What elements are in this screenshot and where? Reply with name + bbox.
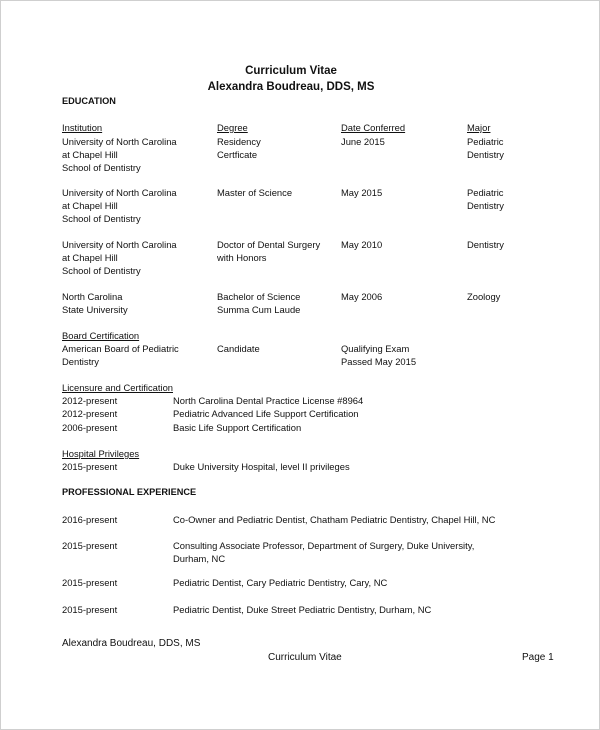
major-line: Zoology [467, 291, 501, 302]
experience-line: Pediatric Dentist, Duke Street Pediatric Dentistry, Durham, NC [173, 604, 432, 615]
col-date: Date Conferred [341, 122, 406, 133]
col-major: Major [467, 122, 491, 133]
institution-line: at Chapel Hill [62, 200, 118, 211]
board-org-line: Dentistry [62, 356, 99, 367]
board-exam-line: Qualifying Exam [341, 343, 410, 354]
degree-line: Residency [217, 136, 261, 147]
board-org-line: American Board of Pediatric [62, 343, 179, 354]
institution-line: at Chapel Hill [62, 149, 118, 160]
board-status: Candidate [217, 343, 260, 354]
person-name: Alexandra Boudreau, DDS, MS [207, 81, 375, 93]
experience-period: 2015-present [62, 577, 118, 588]
licensure-period: 2012-present [62, 395, 118, 406]
degree-line: Summa Cum Laude [217, 304, 301, 315]
date-conferred: June 2015 [341, 136, 385, 147]
date-conferred: May 2006 [341, 291, 383, 302]
major-line: Pediatric [467, 187, 504, 198]
col-institution: Institution [62, 122, 103, 133]
licensure-period: 2012-present [62, 408, 118, 419]
institution-line: School of Dentistry [62, 162, 141, 173]
institution-line: School of Dentistry [62, 213, 141, 224]
experience-line: Consulting Associate Professor, Department of Surgery, Duke University, [173, 540, 475, 551]
licensure-heading: Licensure and Certification [62, 382, 173, 393]
col-degree: Degree [217, 122, 248, 133]
institution-line: University of North Carolina [62, 187, 177, 198]
footer-name: Alexandra Boudreau, DDS, MS [62, 638, 201, 649]
document-title: Curriculum Vitae [245, 65, 337, 77]
degree-line: Doctor of Dental Surgery [217, 239, 321, 250]
experience-heading: PROFESSIONAL EXPERIENCE [62, 487, 197, 497]
institution-line: State University [62, 304, 128, 315]
experience-period: 2015-present [62, 604, 118, 615]
date-conferred: May 2010 [341, 239, 383, 250]
experience-period: 2015-present [62, 540, 118, 551]
hospital-item: Duke University Hospital, level II privileges [173, 461, 350, 472]
board-heading: Board Certification [62, 330, 140, 341]
degree-line: with Honors [217, 252, 267, 263]
major-line: Dentistry [467, 200, 504, 211]
page-number: Page 1 [522, 652, 554, 663]
major-line: Pediatric [467, 136, 504, 147]
hospital-period: 2015-present [62, 461, 118, 472]
licensure-item: Basic Life Support Certification [173, 422, 302, 433]
hospital-heading: Hospital Privileges [62, 448, 140, 459]
institution-line: University of North Carolina [62, 239, 177, 250]
degree-line: Certficate [217, 149, 258, 160]
experience-line: Pediatric Dentist, Cary Pediatric Dentistry, Cary, NC [173, 577, 388, 588]
major-line: Dentistry [467, 149, 504, 160]
experience-line: Durham, NC [173, 553, 226, 564]
board-exam-line: Passed May 2015 [341, 356, 417, 367]
institution-line: at Chapel Hill [62, 252, 118, 263]
institution-line: School of Dentistry [62, 265, 141, 276]
licensure-item: North Carolina Dental Practice License #8964 [173, 395, 364, 406]
licensure-period: 2006-present [62, 422, 118, 433]
degree-line: Master of Science [217, 187, 293, 198]
degree-line: Bachelor of Science [217, 291, 301, 302]
date-conferred: May 2015 [341, 187, 383, 198]
institution-line: University of North Carolina [62, 136, 177, 147]
education-heading: EDUCATION [62, 96, 116, 106]
footer-doc-title: Curriculum Vitae [268, 652, 342, 663]
experience-line: Co-Owner and Pediatric Dentist, Chatham Pediatric Dentistry, Chapel Hill, NC [173, 514, 496, 525]
licensure-item: Pediatric Advanced Life Support Certification [173, 408, 359, 419]
institution-line: North Carolina [62, 291, 123, 302]
major-line: Dentistry [467, 239, 504, 250]
experience-period: 2016-present [62, 514, 118, 525]
